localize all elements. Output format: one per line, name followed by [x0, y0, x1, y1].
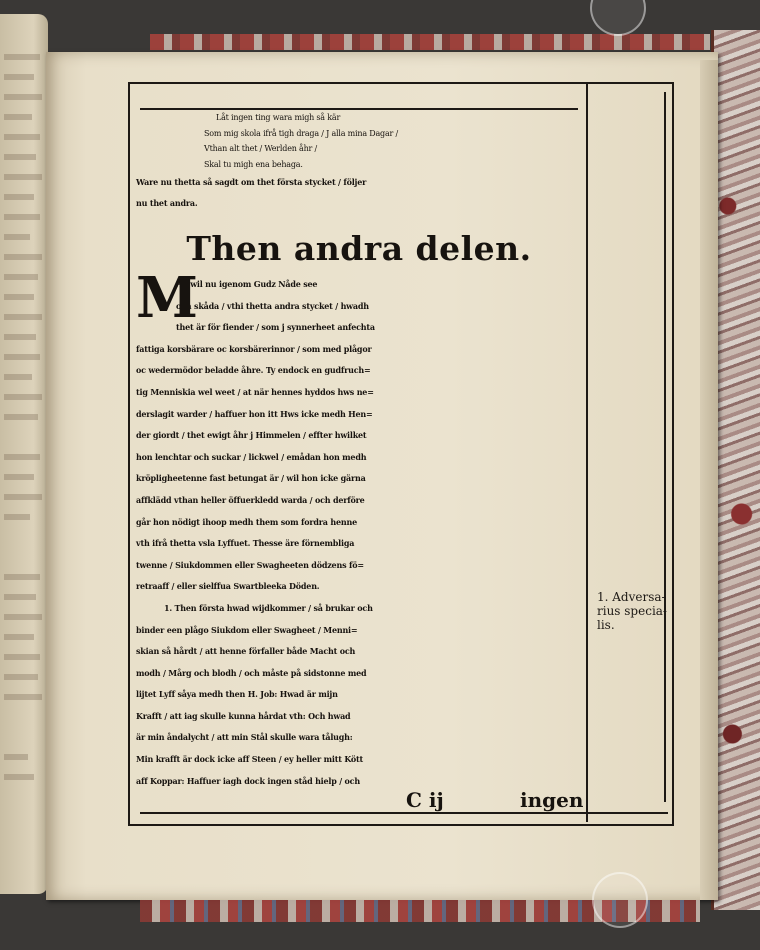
- body-line: går hon nödigt ihoop medh them som fordra henne: [136, 516, 357, 527]
- body-paragraph: [136, 265, 582, 598]
- page-edge-shadow: [700, 60, 718, 900]
- body-line: retraaff / eller sielffua Swartbleeka Döden.: [136, 581, 320, 592]
- verse-line: Skal tu migh ena behaga.: [204, 159, 303, 169]
- page-clip-icon: [590, 0, 646, 36]
- margin-note-line: lis.: [597, 618, 615, 632]
- text-column: [136, 110, 582, 792]
- body-line: Min krafft är dock icke aff Steen / ey heller mitt Kött: [136, 754, 364, 765]
- print-rule-bottom: [140, 812, 668, 814]
- intro-line: nu thet andra.: [136, 197, 198, 208]
- print-rule-right: [664, 92, 666, 802]
- body-line: fattiga korsbärare oc korsbärerinnor / som med plågor: [136, 343, 372, 354]
- section-heading: Then andra delen.: [186, 229, 532, 268]
- body-line: modh / Mårg och blodh / och måste på sidstonne med: [136, 667, 367, 678]
- body-line: aff Koppar: Haffuer iagh dock ingen ståd hielp / och: [136, 775, 360, 786]
- intro-line: Ware nu thetta så sagdt om thet första stycket / följer: [136, 177, 367, 187]
- signature-mark: C ij: [406, 788, 444, 812]
- body-line: är min åndalycht / att min Stål skulle wara tålugh:: [136, 732, 353, 743]
- body-line: thet är för fiender / som j synnerheet anfechta: [176, 322, 375, 333]
- numbered-paragraph: [136, 598, 582, 792]
- body-line: oc wedermödor beladde åhre. Ty endock en gudfruch=: [136, 365, 371, 376]
- body-line: twenne / Siukdommen eller Swagheeten dödzens fö=: [136, 559, 364, 570]
- verse-line: Som mig skola ifrå tigh draga / J alla mina Dagar /: [204, 128, 399, 138]
- left-page-edge: [0, 14, 48, 894]
- marbled-top-edge: [150, 34, 710, 50]
- margin-note-line: 1. Adversa-: [597, 590, 666, 604]
- body-line: lijtet Lyff såya medh then H. Job: Hwad är mijn: [136, 689, 338, 700]
- body-line: skian så hårdt / att henne förfaller både Macht och: [136, 646, 356, 657]
- verse-line: Låt ingen ting wara migh så kär: [216, 113, 341, 122]
- body-line: derslagit warder / haffuer hon itt Hws icke medh Hen=: [136, 408, 373, 419]
- margin-note-line: rius specia-: [597, 604, 667, 618]
- body-line: An wil nu igenom Gudz Nåde see: [176, 279, 318, 289]
- verse-line: Vthan alt thet / Werlden åhr /: [204, 144, 318, 153]
- body-line: hon lenchtar och suckar / lickwel / emådan hon medh: [136, 451, 367, 462]
- drop-capital: M: [136, 265, 198, 331]
- body-line: binder een plågo Siukdom eller Swagheet / Menni=: [136, 624, 358, 635]
- marbled-fore-edge: [711, 30, 760, 910]
- body-line: Krafft / att iag skulle kunna hårdat vth: Och hwad: [136, 710, 351, 721]
- body-line: kröpligheetenne fast betungat är / wil hon icke gärna: [136, 473, 366, 484]
- body-line: tig Menniskia wel weet / at när hennes hyddos hws ne=: [136, 386, 374, 397]
- body-line: 1. Then första hwad wijdkommer / så brukar och: [164, 602, 373, 613]
- body-line: affklädd vthan heller öffuerkledd warda / och derföre: [136, 494, 365, 505]
- body-line: vth ifrå thetta vsla Lyffuet. Thesse äre förnembliga: [136, 538, 355, 549]
- page-clip-icon: [592, 872, 648, 928]
- margin-note: [597, 590, 665, 632]
- body-line: der giordt / thet ewigt åhr j Himmelen / effter hwilket: [136, 430, 367, 441]
- body-line: och skåda / vthi thetta andra stycket / hwadh: [176, 300, 369, 311]
- catchword: ingen: [520, 788, 584, 812]
